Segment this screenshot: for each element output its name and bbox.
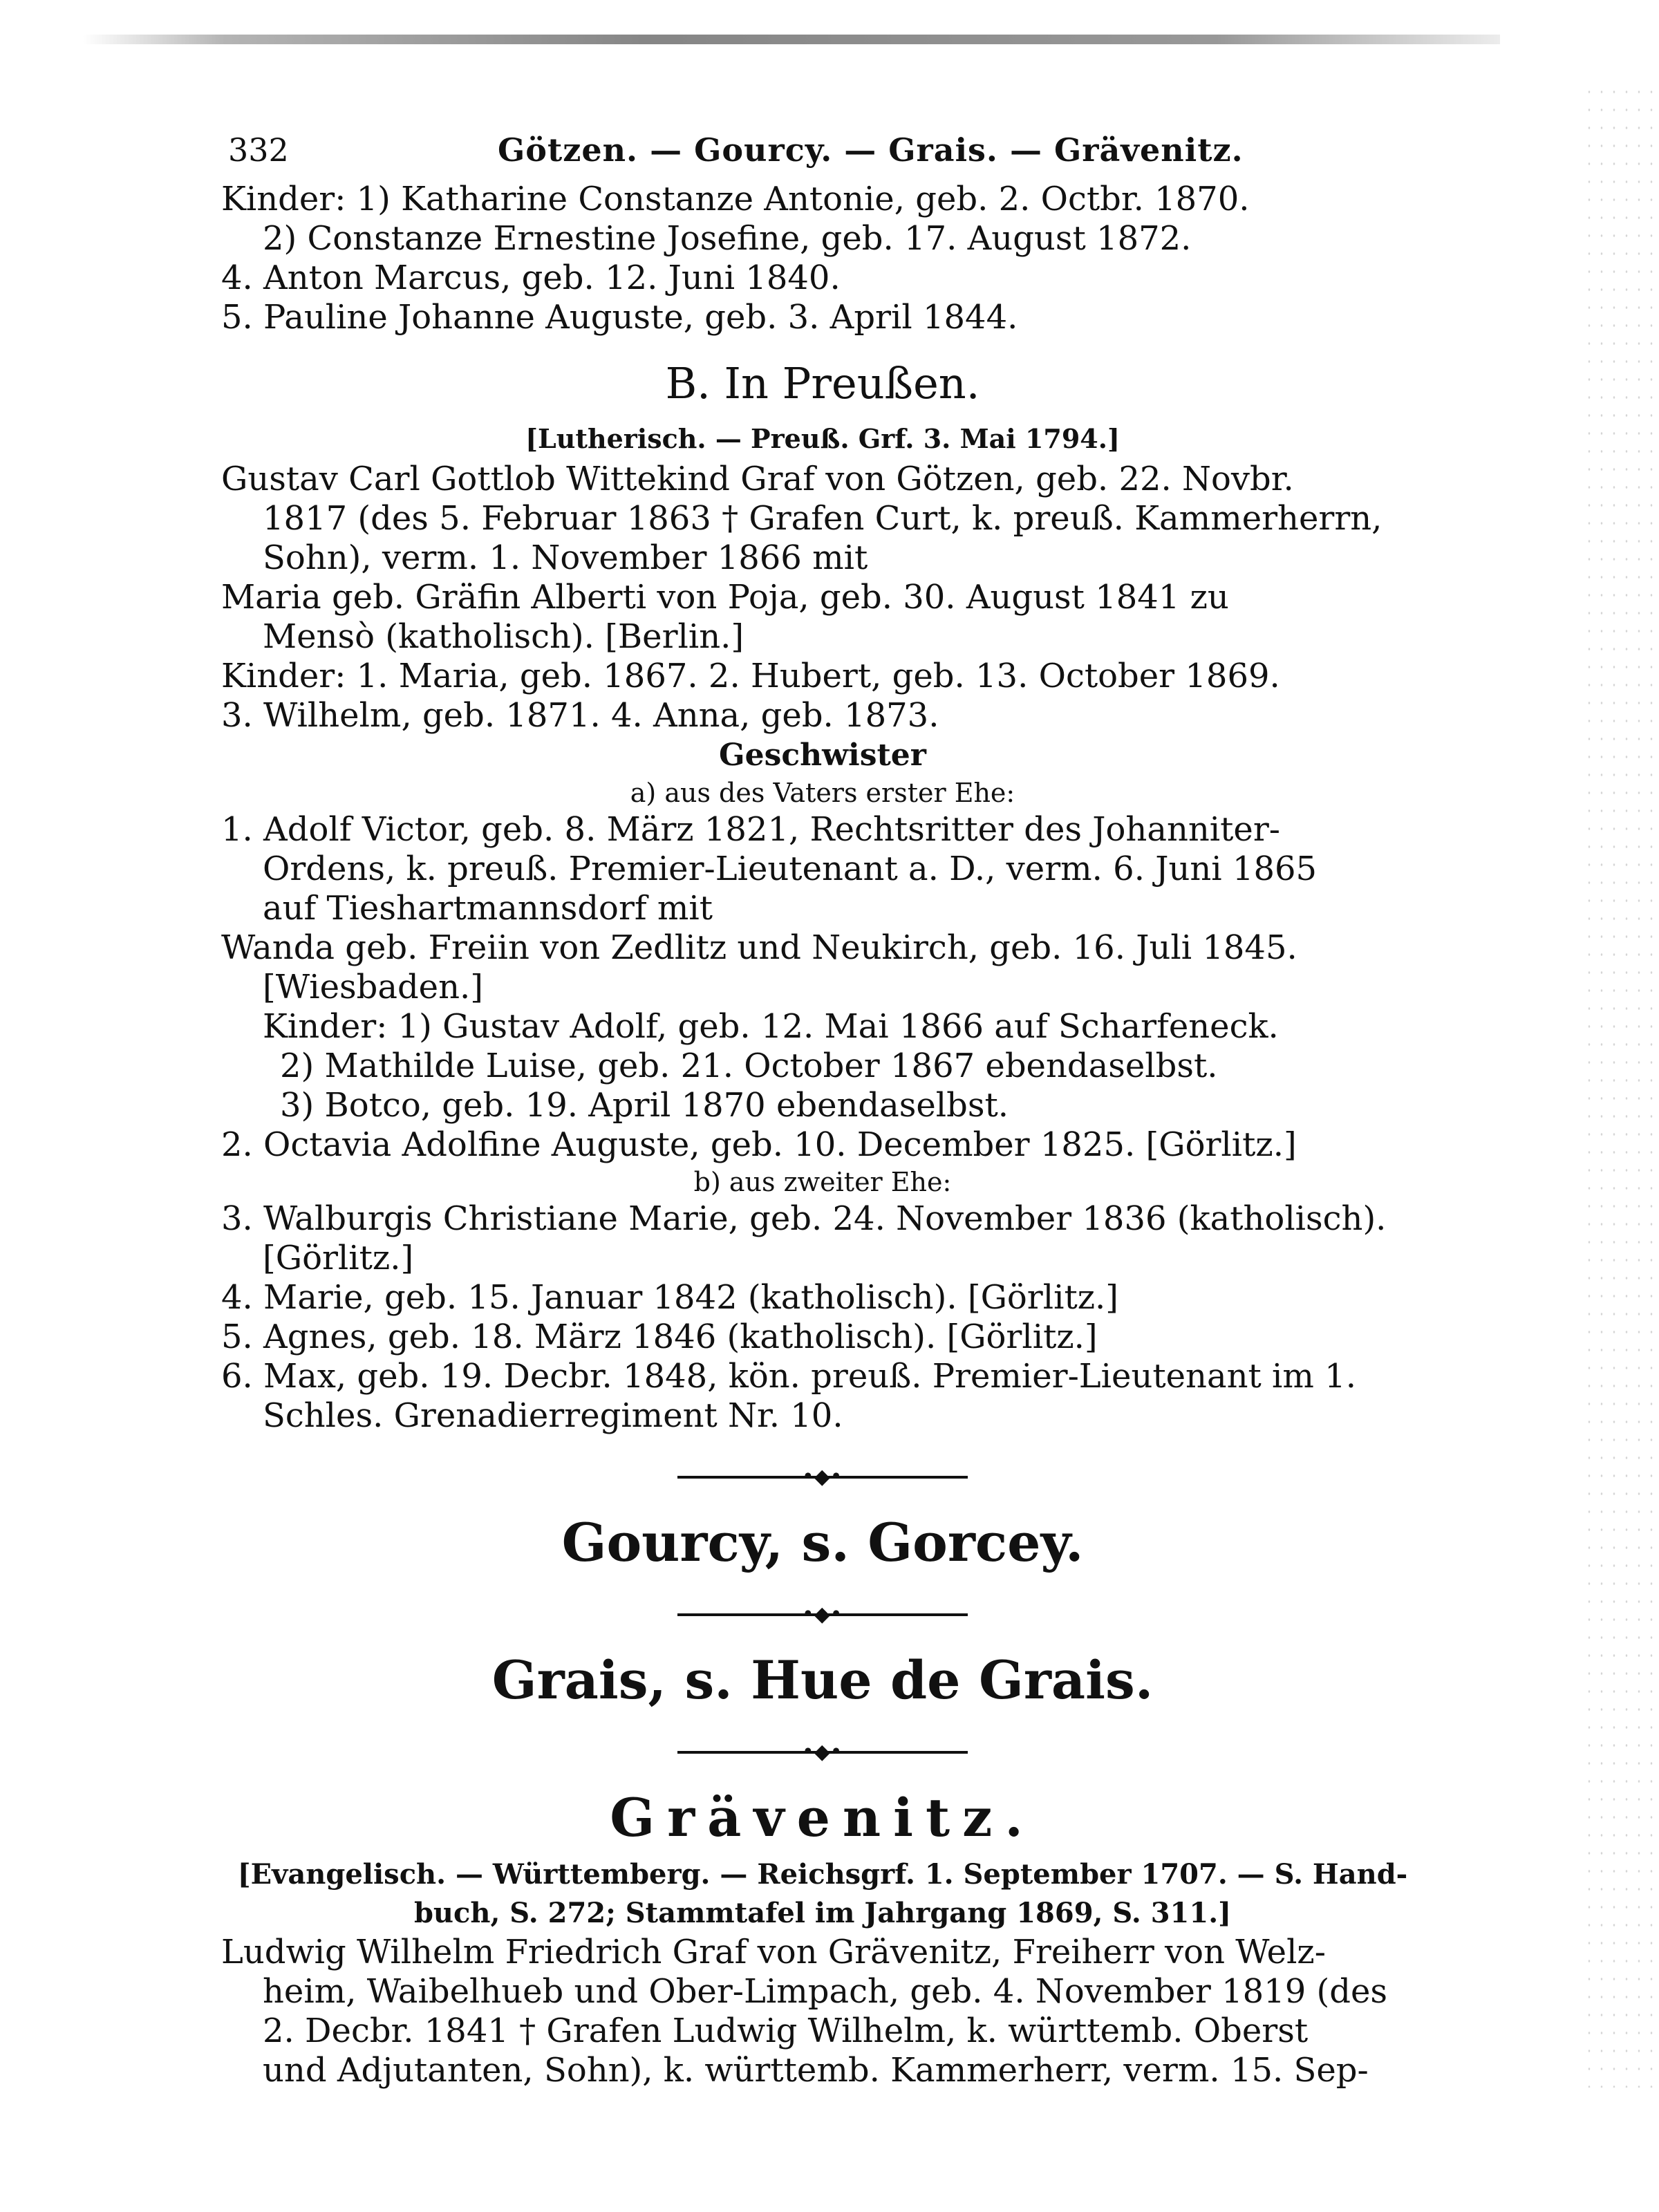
text-line: auf Tieshartmannsdorf mit	[263, 889, 713, 928]
text-line: Wanda geb. Freiin von Zedlitz und Neukirch, geb. 16. Juli 1845.	[221, 928, 1297, 967]
text-line: 4. Anton Marcus, geb. 12. Juni 1840.	[221, 259, 841, 297]
text-line: 5. Agnes, geb. 18. März 1846 (katholisch). [Görlitz.]	[221, 1318, 1098, 1356]
page-header	[221, 124, 1424, 180]
text-line: 3) Botco, geb. 19. April 1870 ebendaselbst.	[280, 1086, 1009, 1125]
ornamental-rule	[677, 1601, 968, 1629]
ornament-glyph: •◆•	[802, 1740, 843, 1764]
gravenitz-meta-line: buch, S. 272; Stammtafel im Jahrgang 1869, S. 311.]	[413, 1897, 1232, 1929]
text-line: Sohn), verm. 1. November 1866 mit	[263, 538, 868, 577]
text-line: Kinder: 1) Gustav Adolf, geb. 12. Mai 1866 auf Scharfeneck.	[263, 1007, 1279, 1046]
second-marriage-label: b) aus zweiter Ehe:	[693, 1167, 952, 1197]
gravenitz-meta-line: [Evangelisch. — Württemberg. — Reichsgrf. 1. September 1707. — S. Hand-	[237, 1858, 1408, 1891]
second-marriage-block	[221, 1199, 1424, 1436]
text-line: 2. Decbr. 1841 † Grafen Ludwig Wilhelm, k. württemb. Oberst	[263, 2012, 1309, 2050]
prussia-main-entry	[221, 460, 1424, 735]
running-title: Götzen. — Gourcy. — Grais. — Grävenitz.	[498, 131, 1244, 169]
ornamental-rule	[677, 1738, 968, 1766]
entry-title-gravenitz: Grävenitz.	[610, 1787, 1035, 1848]
gravenitz-entry	[221, 1933, 1424, 2090]
page-number: 332	[228, 131, 289, 169]
scan-artifact-top	[83, 35, 1500, 44]
dynasty-note: [Lutherisch. — Preuß. Grf. 3. Mai 1794.]	[525, 423, 1120, 454]
text-line: 1. Adolf Victor, geb. 8. März 1821, Rechtsritter des Johanniter-	[221, 810, 1280, 849]
text-line: 2) Mathilde Luise, geb. 21. October 1867 ebendaselbst.	[280, 1047, 1218, 1085]
first-marriage-label: a) aus des Vaters erster Ehe:	[630, 778, 1015, 808]
text-line: 1817 (des 5. Februar 1863 † Grafen Curt, k. preuß. Kammerherrn,	[263, 499, 1382, 538]
text-line: Ordens, k. preuß. Premier-Lieutenant a. D., verm. 6. Juni 1865	[263, 850, 1318, 888]
text-line: und Adjutanten, Sohn), k. württemb. Kammerherr, verm. 15. Sep-	[263, 2051, 1369, 2090]
scan-artifact-edge	[1583, 83, 1659, 2088]
text-line: heim, Waibelhueb und Ober-Limpach, geb. 4. November 1819 (des	[263, 1972, 1388, 2011]
text-line: 3. Wilhelm, geb. 1871. 4. Anna, geb. 1873.	[221, 696, 939, 735]
ornament-glyph: •◆•	[802, 1602, 843, 1627]
text-line: 2. Octavia Adolfine Auguste, geb. 10. December 1825. [Görlitz.]	[221, 1125, 1297, 1164]
text-line: Schles. Grenadierregiment Nr. 10.	[263, 1396, 843, 1435]
text-line: 6. Max, geb. 19. Decbr. 1848, kön. preuß. Premier-Lieutenant im 1.	[221, 1357, 1356, 1396]
ornamental-rule	[677, 1463, 968, 1491]
text-line: 3. Walburgis Christiane Marie, geb. 24. November 1836 (katholisch).	[221, 1199, 1387, 1238]
text-line: Mensò (katholisch). [Berlin.]	[263, 617, 744, 656]
text-line: Gustav Carl Gottlob Wittekind Graf von Götzen, geb. 22. Novbr.	[221, 460, 1294, 498]
entry-title-gourcy: Gourcy, s. Gorcey.	[561, 1512, 1084, 1573]
ornament-glyph: •◆•	[802, 1465, 843, 1489]
text-line: [Wiesbaden.]	[263, 968, 483, 1006]
siblings-heading: Geschwister	[719, 738, 926, 773]
text-line: Kinder: 1) Katharine Constanze Antonie, geb. 2. Octbr. 1870.	[221, 180, 1250, 218]
book-page	[221, 124, 1424, 2090]
text-line: Maria geb. Gräfin Alberti von Poja, geb. 30. August 1841 zu	[221, 578, 1229, 617]
continuation-block	[221, 180, 1424, 337]
text-line: Kinder: 1. Maria, geb. 1867. 2. Hubert, geb. 13. October 1869.	[221, 657, 1280, 695]
section-heading-prussia: B. In Preußen.	[665, 358, 980, 409]
text-line: [Görlitz.]	[263, 1239, 414, 1277]
text-line: 5. Pauline Johanne Auguste, geb. 3. April 1844.	[221, 298, 1018, 337]
first-marriage-block	[221, 810, 1424, 1165]
text-line: 4. Marie, geb. 15. Januar 1842 (katholisch). [Görlitz.]	[221, 1278, 1119, 1317]
text-line: 2) Constanze Ernestine Josefine, geb. 17. August 1872.	[263, 219, 1192, 258]
entry-title-grais: Grais, s. Hue de Grais.	[491, 1649, 1154, 1711]
text-line: Ludwig Wilhelm Friedrich Graf von Grävenitz, Freiherr von Welz-	[221, 1933, 1326, 1971]
